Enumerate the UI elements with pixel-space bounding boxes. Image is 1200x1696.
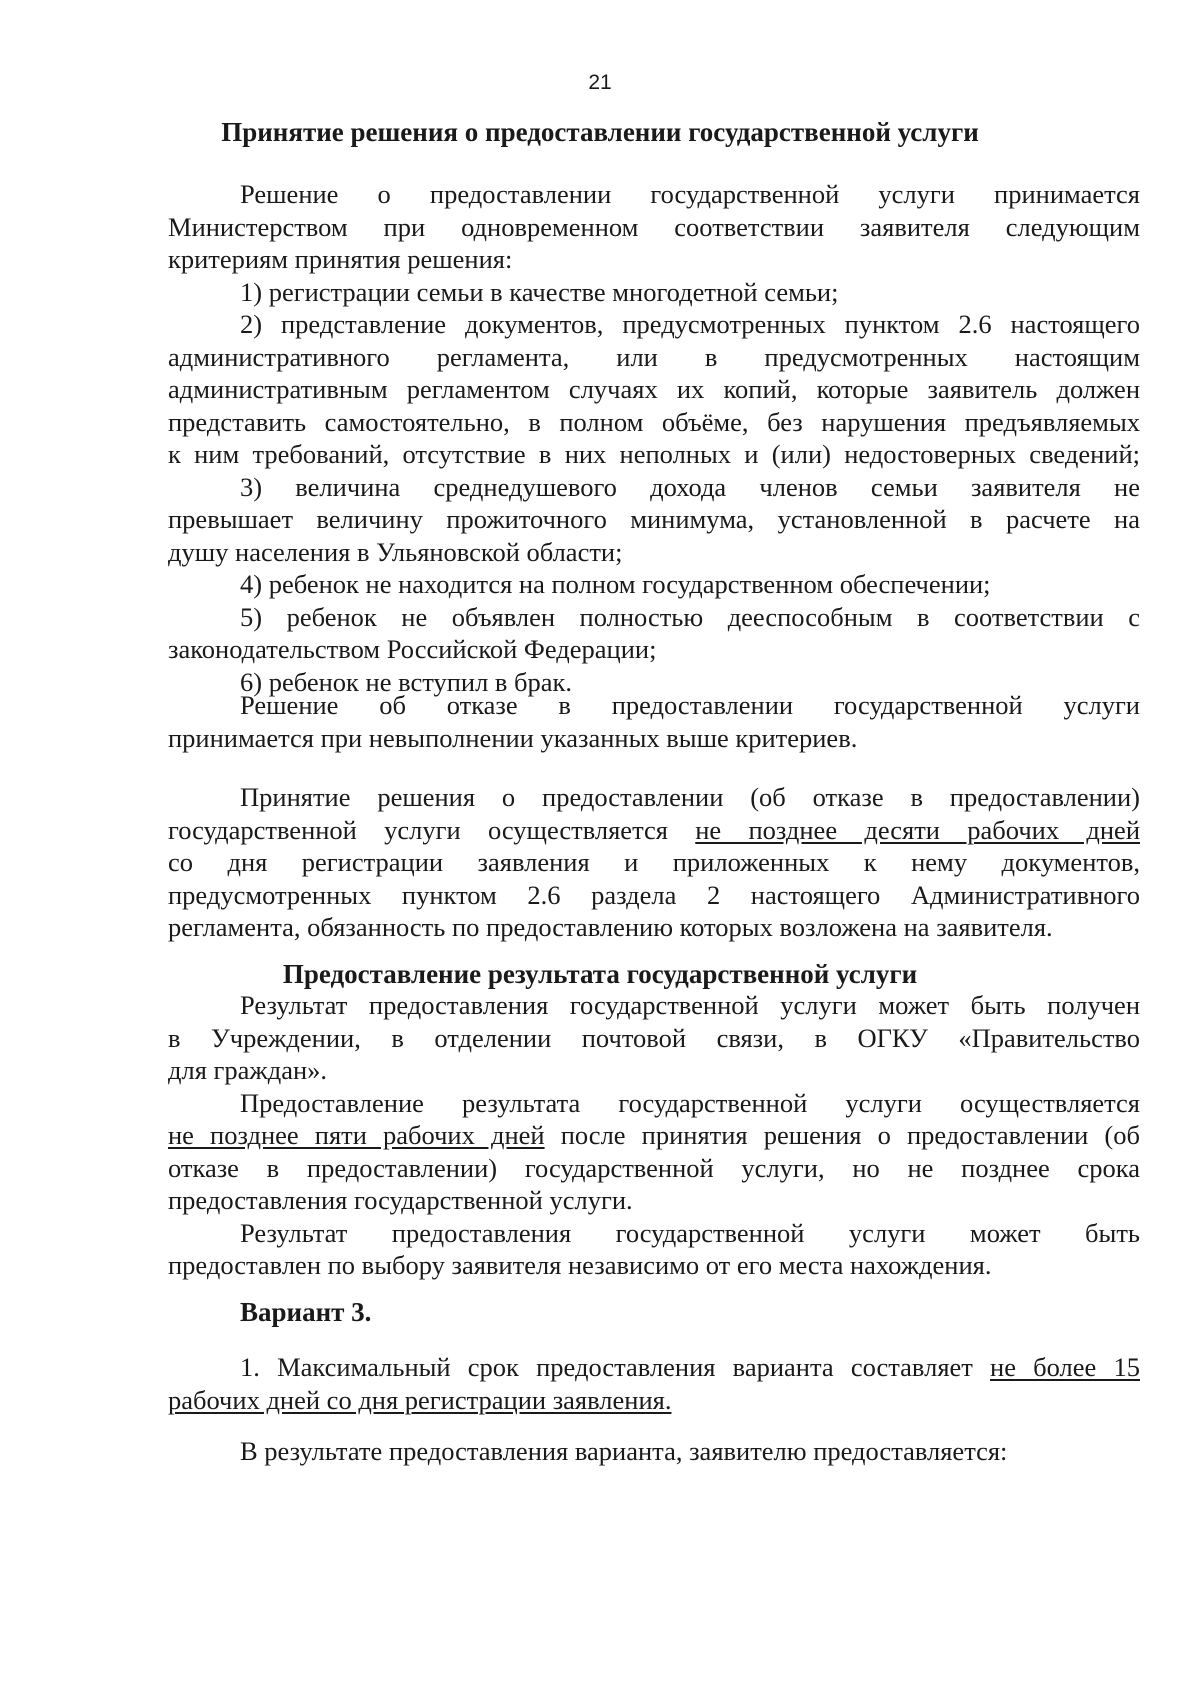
text-line: предоставлен по выбору заявителя независимо от его места нахождения. bbox=[168, 1250, 992, 1280]
page-number: 21 bbox=[588, 71, 612, 94]
variant-heading bbox=[168, 1296, 1140, 1329]
criterion-2: 2) представление документов, предусмотренных пунктом 2.6 настоящего bbox=[240, 309, 1140, 339]
text-line: отказе в предоставлении) государственной услуги, но не позднее срока bbox=[168, 1152, 1140, 1183]
text-line: Результат предоставления государственной услуги может быть получен bbox=[240, 990, 1140, 1020]
section-heading-result: Предоставление результата государственной услуги bbox=[282, 959, 918, 989]
variant-term-paragraph bbox=[168, 1351, 1140, 1416]
text-line: душу населения в Ульяновской области; bbox=[168, 536, 623, 567]
text-line: со дня регистрации заявления и приложенных к нему документов, bbox=[168, 847, 1140, 877]
text-span: после принятия решения о предоставлении (об bbox=[560, 1120, 1140, 1150]
text-span: государственной услуги осуществляется bbox=[168, 814, 668, 845]
text-line: Министерством при одновременном соответствии заявителя следующим bbox=[168, 211, 1140, 242]
text-line bbox=[168, 1351, 1140, 1384]
variant-result-paragraph bbox=[168, 1435, 1140, 1468]
text-line: законодательством Российской Федерации; bbox=[168, 634, 657, 664]
text-line: регламента, обязанность по предоставлению которых возложена на заявителя. bbox=[168, 912, 1053, 942]
decision-criteria-paragraph bbox=[168, 178, 1140, 698]
text-line: предоставления государственной услуги. bbox=[168, 1185, 633, 1215]
text-line: представить самостоятельно, в полном объёме, без нарушения предъявляемых bbox=[168, 406, 1140, 437]
variant-heading-text: Вариант 3. bbox=[240, 1297, 372, 1327]
text-line: Результат предоставления государственной услуги может быть bbox=[240, 1217, 1140, 1248]
criterion-4: 4) ребенок не находится на полном государственном обеспечении; bbox=[240, 569, 991, 599]
text-line: административного регламента, или в предусмотренных настоящим bbox=[168, 341, 1140, 372]
criterion-5: 5) ребенок не объявлен полностью дееспособным в соответствии с bbox=[240, 601, 1140, 632]
text-line bbox=[168, 814, 1140, 847]
result-paragraphs bbox=[168, 989, 1140, 1282]
criterion-6: 6) ребенок не вступил в брак. bbox=[240, 666, 573, 697]
refusal-paragraph bbox=[168, 689, 1140, 754]
text-line: для граждан». bbox=[168, 1055, 328, 1085]
text-line bbox=[168, 1384, 1140, 1417]
text-line: Принятие решения о предоставлении (об отказе в предоставлении) bbox=[240, 782, 1140, 812]
section-heading-decision: Принятие решения о предоставлении государственной услуги bbox=[221, 117, 979, 147]
text-line: административным регламентом случаях их копий, которые заявитель должен bbox=[168, 374, 1140, 404]
text-line: предусмотренных пунктом 2.6 раздела 2 настоящего Административного bbox=[168, 879, 1140, 910]
criterion-3: 3) величина среднедушевого дохода членов семьи заявителя не bbox=[240, 471, 1140, 502]
text-line bbox=[168, 1119, 1140, 1152]
underlined-term: рабочих дней со дня регистрации заявления. bbox=[168, 1384, 672, 1415]
text-line: к ним требований, отсутствие в них неполных и (или) недостоверных сведений; bbox=[168, 439, 1140, 469]
criterion-1: 1) регистрации семьи в качестве многодетной семьи; bbox=[240, 276, 839, 307]
underlined-deadline: не позднее пяти рабочих дней bbox=[168, 1120, 545, 1150]
text-line: В результате предоставления варианта, заявителю предоставляется: bbox=[240, 1436, 1008, 1466]
text-line: Решение о предоставлении государственной услуги принимается bbox=[240, 179, 1140, 209]
text-line: превышает величину прожиточного минимума, установленной в расчете на bbox=[168, 504, 1140, 534]
underlined-deadline: не позднее десяти рабочих дней bbox=[695, 814, 1141, 845]
text-line: критериям принятия решения: bbox=[168, 244, 513, 274]
decision-timing-paragraph bbox=[168, 781, 1140, 944]
text-span: 1. Максимальный срок предоставления варианта составляет bbox=[240, 1352, 973, 1382]
text-line: Предоставление результата государственной услуги осуществляется bbox=[240, 1087, 1140, 1118]
text-line: в Учреждении, в отделении почтовой связи, в ОГКУ «Правительство bbox=[168, 1022, 1140, 1053]
text-line: принимается при невыполнении указанных выше критериев. bbox=[168, 722, 858, 753]
text-line: Решение об отказе в предоставлении государственной услуги bbox=[240, 690, 1140, 720]
underlined-term: не более 15 bbox=[990, 1352, 1140, 1382]
